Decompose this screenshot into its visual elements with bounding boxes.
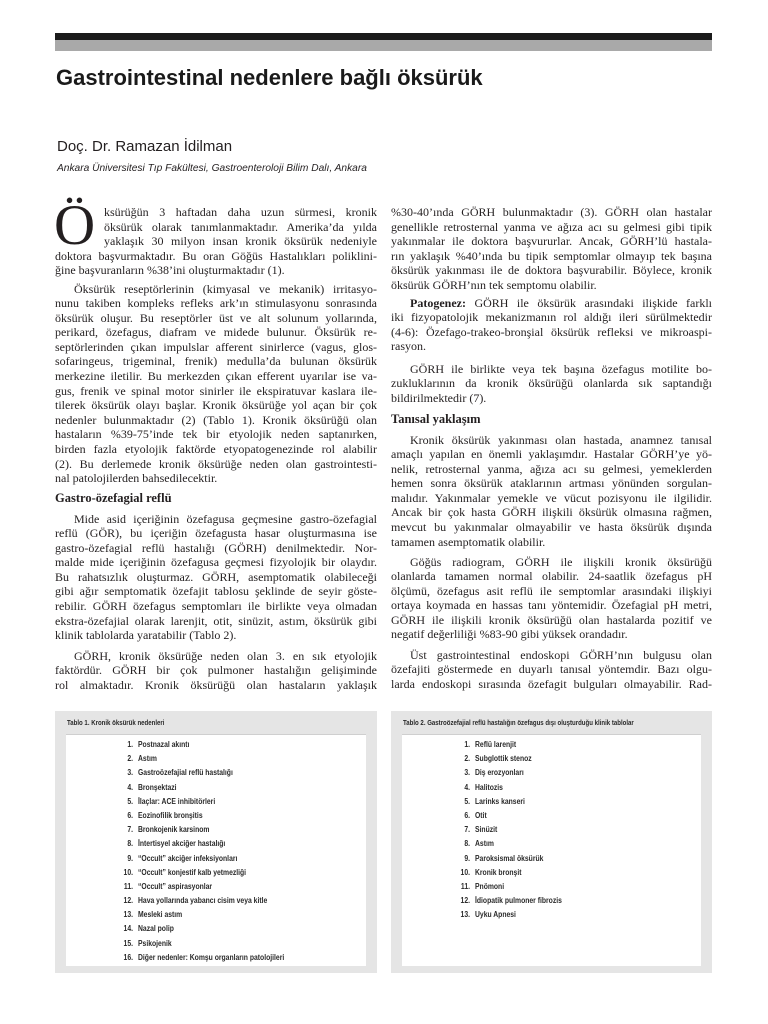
text-line: bildirilmektedir (7). [391, 390, 487, 405]
text-line: ölçümü, özefagus asit reflü ile semptomlar arasındaki ilişkiyi [391, 583, 712, 598]
article-title: Gastrointestinal nedenlere bağlı öksürük [56, 65, 483, 90]
text-line: GÖRH ile ilişkili kronik öksürüğü olan hastalarda pozitif ve [391, 612, 712, 627]
table-row [402, 837, 701, 851]
text-line: doktora başvurmaktadır. Bu oran Göğüs Hastalıkları poliklini- [55, 248, 377, 263]
table-row [66, 738, 366, 752]
text-line: rasyon. [391, 339, 426, 354]
table-row-number: 5. [127, 796, 133, 806]
table-row-text: Paroksismal öksürük [475, 853, 544, 863]
table-row-number: 2. [464, 754, 470, 764]
text-line: hemen sonra öksürük ataklarının artması yönünden sorgulan- [391, 476, 712, 491]
table-row-text: Bronşektazi [138, 782, 177, 792]
text-line: reflü (GÖR), bu içeriğin özefagusta hasar oluşturmasına ise [55, 526, 377, 541]
text-line: larda endoskopi sırasında özefagit bulguları olmayabilir. Rad- [391, 676, 712, 691]
table-row-text: Mesleki astım [138, 910, 183, 920]
table-row-number: 11. [123, 881, 133, 891]
table-row [402, 866, 701, 880]
table-row-number: 1. [127, 740, 133, 749]
text-line: tamamen asemptomatik olabilir. [391, 534, 546, 549]
text-line: amaçlı yapılan en önemli yaklaşımdır. Hastalar GÖRH’ye yö- [391, 447, 712, 462]
table-row-text: Bronkojenik karsinom [138, 825, 210, 835]
table-row-number: 4. [127, 782, 133, 792]
author-name: Doç. Dr. Ramazan İdilman [57, 138, 233, 155]
table-row-text: Kronik bronşit [475, 867, 522, 877]
text-line: öksürük olarak tanımlanmaktadır. Amerika’da yılda [104, 219, 377, 234]
table-row [66, 809, 366, 823]
text-line: faktördür. GÖRH bir çok pulmoner hastalığın gelişiminde [55, 663, 377, 678]
table-row [66, 823, 366, 837]
table-row-number: 7. [127, 825, 133, 835]
table-row-number: 6. [464, 810, 470, 820]
table-row [66, 781, 366, 795]
text-line: gastro-özefagial reflü hastalığı (GÖRH) denilmektedir. Nor- [55, 540, 377, 555]
text-line: nunu takiben kompleks refleks ark’ın stimulasyonu sonrasında [55, 296, 377, 311]
table-row [66, 795, 366, 809]
text-line: sofaringeus, trigeminal, frenik) medulla’da bulunan öksürük [55, 354, 377, 369]
table-row-text: Subglottik stenoz [475, 754, 532, 764]
section-heading-gastro-esophageal-reflux: Gastro-özefagial reflü [55, 490, 172, 505]
text-line: nelik, retrosternal yanma, ağıza acı su gelmesi, yemeklerden [391, 461, 712, 476]
table-row-text: “Occult” aspirasyonlar [138, 881, 213, 891]
text-line: Kronik öksürük yakınması olan hastada, anamnez tanısal [410, 432, 712, 447]
table-row [402, 880, 701, 894]
paragraph-lead: Patogenez: [410, 295, 466, 310]
header-rule-dark [55, 33, 712, 40]
text-line: perikard, özefagus, diafram ve midede bulunur. Öksürük re- [55, 325, 377, 340]
table-row-number: 7. [464, 825, 470, 835]
text-line: GÖRH ile birlikte veya tek başına özefagus motilite bo- [410, 361, 712, 376]
paragraph-gor-etiology-continued [391, 205, 712, 293]
table-row [66, 937, 366, 951]
table-row-text: “Occult” konjestif kalb yetmezliği [138, 867, 247, 877]
table-row-number: 11. [460, 881, 470, 891]
table-row [66, 837, 366, 851]
table-row-text: Psikojenik [138, 938, 172, 948]
paragraph-intro [55, 205, 377, 278]
text-line: Üst gastrointestinal endoskopi GÖRH’nın bulgusu olan [410, 647, 712, 662]
table-row-text: Reflü larenjit [475, 740, 517, 749]
table-row-number: 10. [123, 867, 133, 877]
table-row-text: Diğer nedenler: Komşu organların patolojileri [138, 952, 285, 962]
table-row [402, 781, 701, 795]
text-line: genellikle retrosternal yanma ve ağıza acı su gelmesi gibi tipik [391, 219, 712, 234]
table-row-text: Uyku Apnesi [475, 910, 516, 920]
table-row-number: 3. [464, 768, 470, 778]
table-row-number: 12. [123, 896, 133, 906]
table-row-text: İlaçlar: ACE inhibitörleri [138, 796, 216, 806]
table-row [402, 795, 701, 809]
table-row-text: İntertisyel akciğer hastalığı [138, 839, 226, 849]
text-line: ksürüğün 3 haftadan daha uzun sürmesi, kronik [104, 205, 377, 219]
text-line: nedenler bulunmaktadır (2) (Tablo 1). Kronik öksürüğü olan [55, 412, 377, 427]
table-row-text: İdiopatik pulmoner fibrozis [475, 896, 562, 906]
drop-cap: Ö [54, 194, 96, 257]
table-row-number: 8. [464, 839, 470, 849]
paragraph-anamnesis [391, 433, 712, 550]
text-line: hastaların %39-75’inde tek bir etyolojik neden saptanırken, [55, 427, 377, 442]
text-line: nal patolojilerden bahsedilecektir. [55, 471, 218, 486]
text-line: (2). Bu derlemede kronik öksürüğe neden olan gastrointesti- [55, 456, 377, 471]
table-row-text: Diş erozyonları [475, 768, 524, 778]
table-row [402, 752, 701, 766]
text-line: negatif değerliliği %83-90 gibi yüksek orandadır. [391, 627, 628, 642]
text-line: özefajiti göstermede en duyarlı tanısal yöntemdir. Bazı olgu- [391, 662, 712, 677]
table-2-caption: Tablo 2. Gastroözefajial reflü hastalığın özefagus dışı oluşturduğu klinik tablolar [403, 718, 634, 727]
table-row-number: 2. [127, 754, 133, 764]
text-line: %30-40’ında GÖRH bulunmaktadır (3). GÖRH olan hastalar [391, 205, 712, 219]
table-row-text: Gastroözefajial reflü hastalığı [138, 768, 233, 778]
text-line: septörlerinden çıkan impulslar afferent sinirlerce (vagus, glos- [55, 339, 377, 354]
table-2-list [402, 734, 701, 966]
table-row-text: Astım [475, 839, 494, 849]
table-row [402, 809, 701, 823]
table-row [402, 766, 701, 780]
table-row-text: Astım [138, 754, 157, 764]
table-row-text: Nazal polip [138, 924, 174, 934]
paragraph-ph-monitoring [391, 555, 712, 643]
text-line: (4-6): Özefago-trakeo-bronşial öksürük refleksi ve mikroaspi- [391, 324, 712, 339]
text-line-rest: GÖRH ile öksürük arasındaki ilişkide farklı [474, 295, 712, 310]
table-row-number: 15. [123, 938, 133, 948]
paragraph-cough-receptors [55, 282, 377, 486]
table-row [66, 922, 366, 936]
table-row-text: Larinks kanseri [475, 796, 525, 806]
table-row-number: 8. [127, 839, 133, 849]
text-line: gus, frenik ve spinal motor sinirler ile ekspiratuvar kaslara ile- [55, 383, 377, 398]
text-line: yakınmalar ile doktora başvururlar. Ancak, GÖRH’lü hastala- [391, 234, 712, 249]
table-row-number: 14. [123, 924, 133, 934]
table-row [402, 823, 701, 837]
text-line: gibi ağır semptomatik özefajit tablosu şeklinde de seyir göste- [55, 584, 377, 599]
table-row-text: Eozinofilik bronşitis [138, 810, 203, 820]
text-line: merkezine iletilir. Bu merkezden çıkan efferent uyarılar ise va- [55, 369, 377, 384]
text-line: malde mide içeriğinin özefagusa geçmesi fizyolojik bir olaydır. [55, 555, 377, 570]
table-row [66, 951, 366, 965]
text-line: Ancak bir çok hasta GÖRH ilişkili öksürük olmasına rağmen, [391, 505, 712, 520]
text-line: malıdır. Yakınmalar yemekle ve vücut pozisyonu ile ilgilidir. [391, 490, 712, 505]
table-row-number: 4. [464, 782, 470, 792]
table-row-number: 1. [464, 740, 470, 749]
table-row-number: 9. [127, 853, 133, 863]
table-row-number: 13. [123, 910, 133, 920]
table-1 [55, 711, 377, 973]
header-rule-gray [55, 40, 712, 51]
table-row-text: Otit [475, 810, 487, 820]
table-row [66, 766, 366, 780]
table-row-text: “Occult” akciğer infeksiyonları [138, 853, 238, 863]
table-1-caption: Tablo 1. Kronik öksürük nedenleri [67, 718, 165, 727]
paragraph-pathogenesis [391, 296, 712, 354]
table-row-number: 6. [127, 810, 133, 820]
table-row-number: 12. [460, 896, 470, 906]
table-row [66, 852, 366, 866]
text-line: öksürük yakınması ile de doktora başvurabilir. Böylece, kronik [391, 263, 712, 278]
table-row-number: 13. [460, 910, 470, 920]
paragraph-gor-definition [55, 512, 377, 643]
table-row-number: 3. [127, 768, 133, 778]
table-row [402, 908, 701, 922]
paragraph-motility [391, 362, 712, 406]
text-line: zukluklarının da kronik öksürüğü olanlarda sık saptandığı [391, 376, 712, 391]
table-row [66, 752, 366, 766]
table-1-list [66, 734, 366, 966]
text-line: Öksürük reseptörlerinin (kimyasal ve mekanik) irritasyo- [74, 281, 377, 296]
table-row-text: Hava yollarında yabancı cisim veya kitle [138, 896, 268, 906]
table-row-number: 16. [123, 952, 133, 962]
table-row [402, 738, 701, 752]
section-heading-diagnosis: Tanısal yaklaşım [391, 411, 481, 426]
table-row-number: 5. [464, 796, 470, 806]
table-row [66, 908, 366, 922]
text-line: rebilir. GÖRH özefagus semptomları ile birlikte veya olmadan [55, 599, 377, 614]
text-line: Göğüs radiogram, GÖRH ile ilişkili kronik öksürüğü [410, 554, 712, 569]
text-line: ekstra-özefajial olarak larenjit, otit, sinüzit, astım, öksürük gibi [55, 613, 377, 628]
table-2 [391, 711, 712, 973]
text-line: rın yaklaşık %40’ında bu tipik semptomlar olmayıp tek başına [391, 248, 712, 263]
table-row-number: 10. [460, 867, 470, 877]
text-line: klinik tablolarda yaratabilir (Tablo 2). [55, 628, 237, 643]
text-line: öksürük GÖRH’nın tek semptomu olabilir. [391, 277, 597, 292]
table-row-text: Postnazal akıntı [138, 740, 190, 749]
text-line: olanlarda tamamen normal olabilir. 24-saatlik özefagus pH [391, 569, 712, 584]
paragraph-gor-etiology [55, 649, 377, 693]
table-row [402, 852, 701, 866]
table-row-text: Halitozis [475, 782, 503, 792]
table-row [66, 866, 366, 880]
text-line: öksürük oluşur. Bu reseptörler üst ve alt solunum yollarında, [55, 310, 377, 325]
paragraph-endoscopy [391, 648, 712, 692]
table-row-text: Sinüzit [475, 825, 498, 835]
text-line: yaklaşık 30 milyon insan kronik öksürük nedeniyle [104, 234, 377, 249]
table-row [66, 880, 366, 894]
table-row [66, 894, 366, 908]
text-line: tilerek öksürük olayı başlar. Kronik öksürüğe yol açan bir çok [55, 398, 377, 413]
text-line: Bu rahatsızlık oluşturmaz. GÖRH, asemptomatik olabileceği [55, 569, 377, 584]
text-line: ortaya koymada en hassas tanı yöntemidir. Özefagial pH metri, [391, 598, 712, 613]
text-line: birden fazla etyolojik faktörde etyopatogenezinde rol alabilir [55, 442, 377, 457]
table-row [402, 894, 701, 908]
table-row-text: Pnömoni [475, 881, 505, 891]
text-line: Mide asid içeriğinin özefagusa geçmesine gastro-özefagial [74, 511, 377, 526]
text-line: GÖRH, kronik öksürüğe neden olan 3. en sık etyolojik [74, 648, 377, 663]
text-line: iki fizyopatolojik mekanizmanın rol aldığı ileri sürülmektedir [391, 310, 712, 325]
table-row-number: 9. [464, 853, 470, 863]
text-line: ğine başvuranların %38’ini oluşturmaktadır (1). [55, 263, 285, 278]
text-line: rol almaktadır. Kronik öksürüğü olan hastaların yaklaşık [55, 677, 377, 692]
author-affiliation: Ankara Üniversitesi Tıp Fakültesi, Gastroenteroloji Bilim Dalı, Ankara [57, 162, 367, 174]
text-line [410, 296, 712, 311]
text-line: mevcut bu yakınmalar olmayabilir ve hasta öksürük dışında [391, 520, 712, 535]
